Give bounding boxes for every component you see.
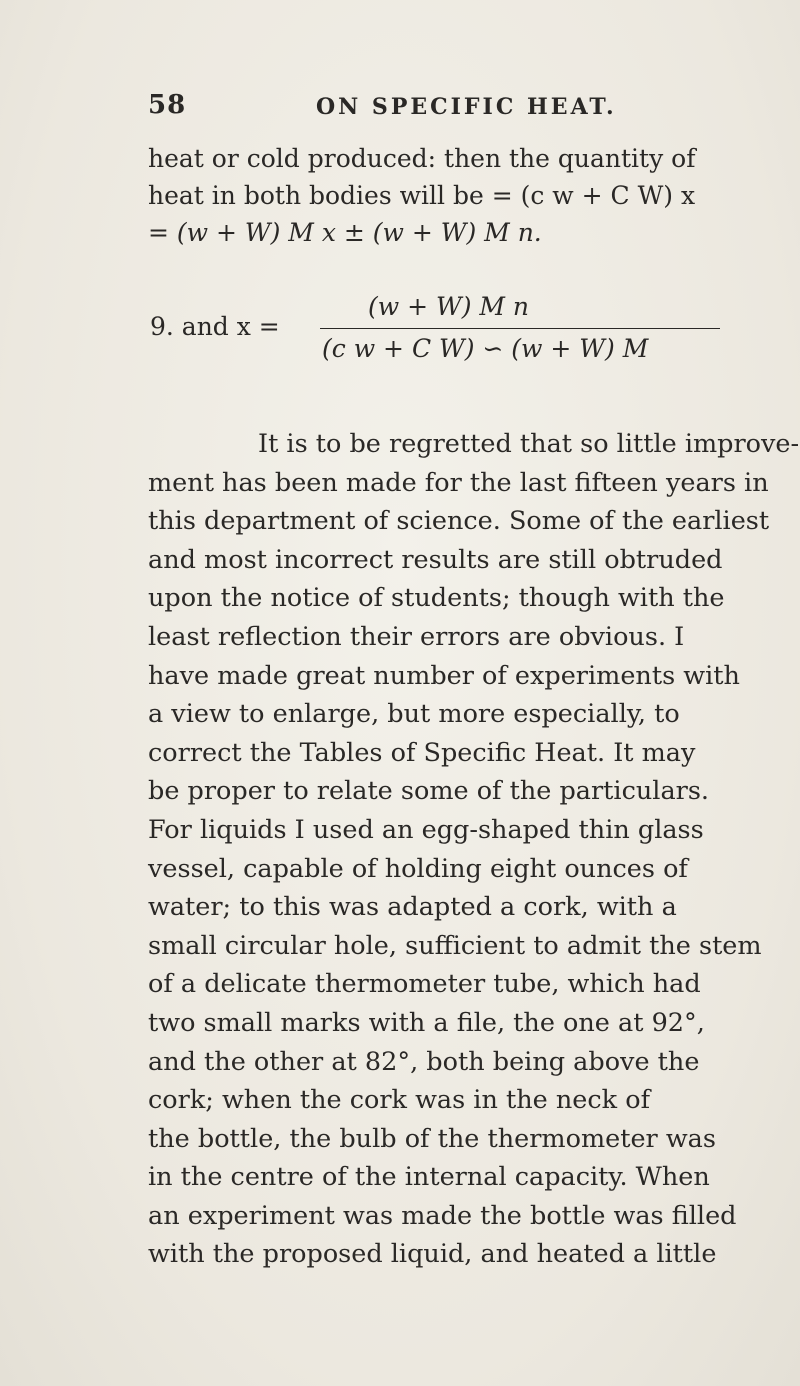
text-line: this department of science. Some of the earliest <box>148 506 770 537</box>
text-line: It is to be regretted that so little improve- <box>258 429 800 459</box>
text-line: correct the Tables of Specific Heat. It may <box>148 737 696 768</box>
text-line: upon the notice of students; though with the <box>148 583 725 614</box>
text-line: and most incorrect results are still obtruded <box>148 544 723 575</box>
text-line: be proper to relate some of the particulars. <box>148 776 710 807</box>
text-line: cork; when the cork was in the neck of <box>148 1085 651 1116</box>
text-line: least reflection their errors are obvious. I <box>148 621 685 652</box>
formula-line: heat in both bodies will be = (c w + C W) x <box>148 181 696 210</box>
equation-9 <box>150 290 730 380</box>
equation-denominator: (c w + C W) ∽ (w + W) M <box>322 334 649 363</box>
text-line: heat or cold produced: then the quantity of <box>148 144 696 173</box>
text-line: water; to this was adapted a cork, with a <box>148 892 677 923</box>
text-line: of a delicate thermometer tube, which had <box>148 969 701 1000</box>
text-line: small circular hole, sufficient to admit the stem <box>148 930 762 961</box>
text-line: and the other at 82°, both being above the <box>148 1046 700 1077</box>
equation-numerator: (w + W) M n <box>368 292 530 321</box>
running-title: ON SPECIFIC HEAT. <box>316 94 617 120</box>
page-number: 58 <box>148 90 187 120</box>
text-line: ment has been made for the last fifteen years in <box>148 467 769 498</box>
text-line: have made great number of experiments with <box>148 660 740 691</box>
running-head <box>148 90 708 126</box>
equation-label: 9. and x = <box>150 312 280 341</box>
text-line: a view to enlarge, but more especially, to <box>148 699 680 730</box>
fraction-bar <box>320 328 720 329</box>
intro-paragraph <box>148 140 713 251</box>
text-line: vessel, capable of holding eight ounces of <box>148 853 688 884</box>
text-line: in the centre of the internal capacity. When <box>148 1162 710 1193</box>
text-line: an experiment was made the bottle was filled <box>148 1200 737 1231</box>
text-line: two small marks with a file, the one at 92°, <box>148 1007 705 1038</box>
text-line: with the proposed liquid, and heated a little <box>148 1239 717 1270</box>
formula-line: = (w + W) M x ± (w + W) M n. <box>148 218 542 247</box>
body-paragraph <box>148 425 800 1274</box>
text-line: the bottle, the bulb of the thermometer was <box>148 1123 716 1154</box>
text-line: For liquids I used an egg-shaped thin glass <box>148 814 704 845</box>
